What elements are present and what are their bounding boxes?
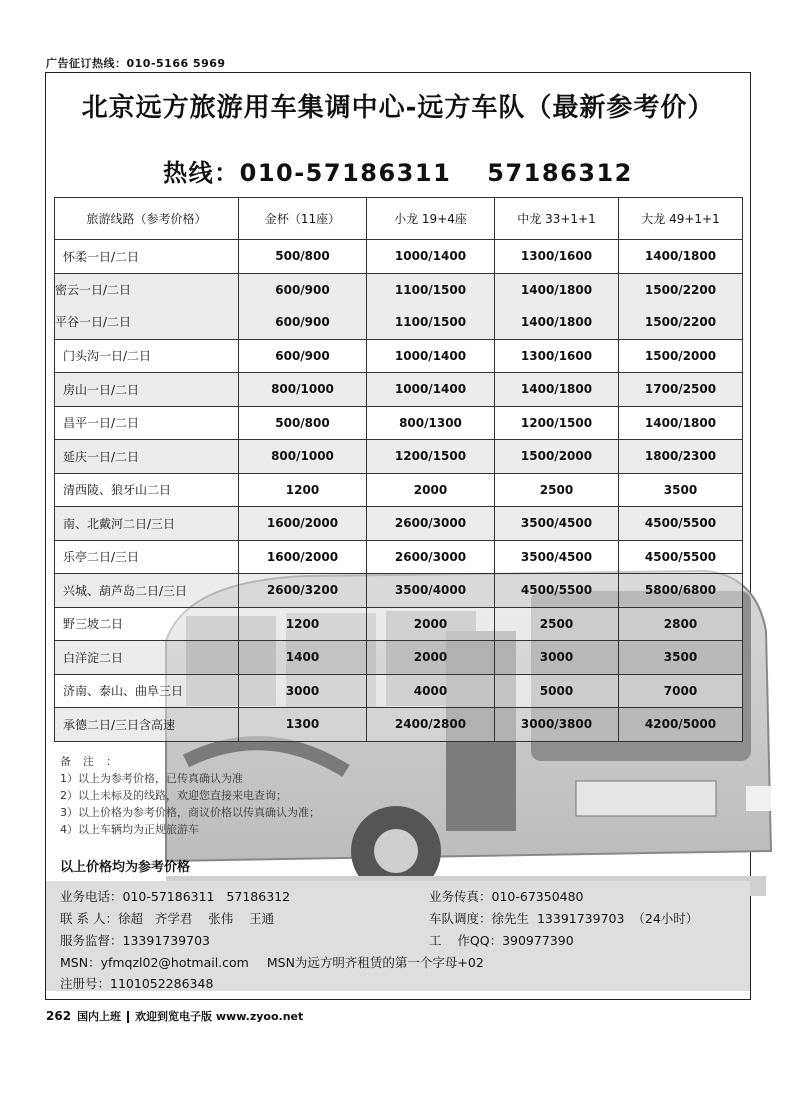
table-row xyxy=(55,339,743,373)
price-line: 600/900 xyxy=(275,315,330,329)
msn-note: MSN为远方明齐租赁的第一个字母+02 xyxy=(266,955,484,970)
price-cell: 1000/1400 xyxy=(367,240,495,274)
fax-value: 010-67350480 xyxy=(491,889,584,904)
price-cell: 1300/1600 xyxy=(495,339,619,373)
table-row xyxy=(55,507,743,541)
price-cell xyxy=(495,273,619,339)
price-cell: 2500 xyxy=(495,473,619,507)
price-cell: 4200/5000 xyxy=(619,708,743,742)
msn-label: MSN： xyxy=(60,955,101,970)
table-row xyxy=(55,406,743,440)
price-cell: 1200/1500 xyxy=(367,440,495,474)
msn-value: yfmqzl02@hotmail.com xyxy=(100,955,249,970)
contact-names: 徐超 齐学君 张伟 王通 xyxy=(117,911,275,926)
price-cell: 1400/1800 xyxy=(619,406,743,440)
price-cell: 2400/2800 xyxy=(367,708,495,742)
price-cell: 3500/4500 xyxy=(495,540,619,574)
price-cell: 5800/6800 xyxy=(619,574,743,608)
route-cell: 白洋淀二日 xyxy=(55,641,239,675)
notes-title: 备注： xyxy=(60,755,129,768)
route-cell: 延庆一日/二日 xyxy=(55,440,239,474)
price-sheet xyxy=(45,72,751,1000)
page-title: 北京远方旅游用车集调中心-远方车队（最新参考价） xyxy=(81,93,715,123)
route-cell: 南、北戴河二日/三日 xyxy=(55,507,239,541)
hotline-number-1: 010-57186311 xyxy=(239,159,452,187)
table-row xyxy=(55,641,743,675)
price-cell: 1500/2000 xyxy=(495,440,619,474)
note-item: 2）以上未标及的线路，欢迎您直接来电查询； xyxy=(60,789,287,802)
header-xiaolong: 小龙 19+4座 xyxy=(367,198,495,240)
price-line: 1100/1500 xyxy=(394,315,467,329)
msn xyxy=(60,953,484,971)
table-row xyxy=(55,540,743,574)
table-row xyxy=(55,240,743,274)
route-line: 密云一日/二日 xyxy=(55,283,132,297)
route-cell: 昌平一日/二日 xyxy=(55,406,239,440)
route-cell: 怀柔一日/二日 xyxy=(55,240,239,274)
table-row xyxy=(55,708,743,742)
table-row xyxy=(55,273,743,339)
header-zhonglong: 中龙 33+1+1 xyxy=(495,198,619,240)
price-cell: 1400/1800 xyxy=(619,240,743,274)
price-line: 1500/2200 xyxy=(644,283,717,297)
header-jinbei: 金杯（11座） xyxy=(239,198,367,240)
header-route: 旅游线路（参考价格） xyxy=(55,198,239,240)
price-line: 1400/1800 xyxy=(520,315,593,329)
price-cell: 500/800 xyxy=(239,240,367,274)
price-cell: 1800/2300 xyxy=(619,440,743,474)
hotline-number-2: 57186312 xyxy=(487,159,633,187)
footer-separator xyxy=(127,1011,129,1023)
price-cell: 1400 xyxy=(239,641,367,675)
price-cell: 3000 xyxy=(239,674,367,708)
ad-hotline: 广告征订热线：010-5166 5969 xyxy=(46,57,226,70)
note-item: 4）以上车辆均为正规旅游车 xyxy=(60,823,199,836)
route-line: 平谷一日/二日 xyxy=(55,315,132,329)
dispatch-value: 徐先生 13391739703 （24小时） xyxy=(491,911,699,926)
price-line: 1400/1800 xyxy=(520,283,593,297)
price-cell: 3500 xyxy=(619,473,743,507)
reg-label: 注册号： xyxy=(60,976,111,991)
price-cell: 1200/1500 xyxy=(495,406,619,440)
price-cell: 2800 xyxy=(619,607,743,641)
price-cell: 2600/3000 xyxy=(367,540,495,574)
header-dalong: 大龙 49+1+1 xyxy=(619,198,743,240)
footer-section: 国内上班 xyxy=(77,1010,122,1023)
price-cell xyxy=(367,273,495,339)
price-summary: 以上价格均为参考价格 xyxy=(60,860,191,875)
page-footer xyxy=(46,1008,303,1024)
table-row xyxy=(55,574,743,608)
price-cell: 2500 xyxy=(495,607,619,641)
table-row xyxy=(55,674,743,708)
price-cell: 3500/4500 xyxy=(495,507,619,541)
biz-phone-label: 业务电话： xyxy=(60,889,123,904)
price-cell: 1600/2000 xyxy=(239,507,367,541)
route-cell: 兴城、葫芦岛二日/三日 xyxy=(55,574,239,608)
price-cell: 3000/3800 xyxy=(495,708,619,742)
route-cell xyxy=(55,273,239,339)
price-cell: 1400/1800 xyxy=(495,373,619,407)
route-cell: 房山一日/二日 xyxy=(55,373,239,407)
price-cell: 4500/5500 xyxy=(495,574,619,608)
price-cell: 3500 xyxy=(619,641,743,675)
table-row xyxy=(55,440,743,474)
price-cell: 2000 xyxy=(367,641,495,675)
footer-tagline: 欢迎到览电子版 www.zyoo.net xyxy=(135,1010,304,1023)
dispatch xyxy=(429,909,698,927)
contact-block xyxy=(46,881,750,991)
price-cell: 4500/5500 xyxy=(619,540,743,574)
price-table xyxy=(54,197,743,742)
price-cell: 3500/4000 xyxy=(367,574,495,608)
route-cell: 承德二日/三日含高速 xyxy=(55,708,239,742)
price-cell: 3000 xyxy=(495,641,619,675)
price-cell: 5000 xyxy=(495,674,619,708)
price-cell: 500/800 xyxy=(239,406,367,440)
fax xyxy=(429,887,584,905)
price-cell: 2000 xyxy=(367,607,495,641)
price-cell: 2000 xyxy=(367,473,495,507)
price-cell: 1300 xyxy=(239,708,367,742)
price-cell: 800/1000 xyxy=(239,440,367,474)
registration xyxy=(60,974,213,992)
price-cell: 1300/1600 xyxy=(495,240,619,274)
price-cell: 1600/2000 xyxy=(239,540,367,574)
price-cell: 4500/5500 xyxy=(619,507,743,541)
price-cell: 800/1000 xyxy=(239,373,367,407)
price-line: 1500/2200 xyxy=(644,315,717,329)
price-cell: 1700/2500 xyxy=(619,373,743,407)
route-cell: 门头沟一日/二日 xyxy=(55,339,239,373)
route-cell: 乐亭二日/三日 xyxy=(55,540,239,574)
price-cell: 1200 xyxy=(239,473,367,507)
note-item: 3）以上价格为参考价格，商议价格以传真确认为准； xyxy=(60,806,320,819)
table-row xyxy=(55,473,743,507)
supervision-label: 服务监督： xyxy=(60,933,123,948)
price-cell: 1000/1400 xyxy=(367,339,495,373)
route-cell: 济南、泰山、曲阜三日 xyxy=(55,674,239,708)
contact-label: 联 系 人： xyxy=(60,911,118,926)
notes xyxy=(60,753,320,838)
biz-phone xyxy=(60,887,290,905)
price-cell: 2600/3200 xyxy=(239,574,367,608)
supervision-value: 13391739703 xyxy=(122,933,210,948)
price-cell: 1200 xyxy=(239,607,367,641)
price-cell: 600/900 xyxy=(239,339,367,373)
biz-phone-value: 010-57186311 57186312 xyxy=(122,889,291,904)
price-cell: 1500/2000 xyxy=(619,339,743,373)
price-line: 1100/1500 xyxy=(394,283,467,297)
qq-label: 工 作QQ： xyxy=(429,933,503,948)
price-line: 600/900 xyxy=(275,283,330,297)
price-cell: 1000/1400 xyxy=(367,373,495,407)
dispatch-label: 车队调度： xyxy=(429,911,492,926)
contact-persons xyxy=(60,909,274,927)
price-cell xyxy=(619,273,743,339)
route-cell: 清西陵、狼牙山二日 xyxy=(55,473,239,507)
fax-label: 业务传真： xyxy=(429,889,492,904)
price-cell: 4000 xyxy=(367,674,495,708)
supervision xyxy=(60,931,210,949)
table-header-row xyxy=(55,198,743,240)
table-row xyxy=(55,373,743,407)
route-cell: 野三坡二日 xyxy=(55,607,239,641)
work-qq xyxy=(429,931,574,949)
reg-value: 1101052286348 xyxy=(110,976,214,991)
price-cell: 7000 xyxy=(619,674,743,708)
price-cell xyxy=(239,273,367,339)
hotline xyxy=(46,153,750,188)
price-cell: 800/1300 xyxy=(367,406,495,440)
page-number: 262 xyxy=(46,1009,72,1023)
price-cell: 2600/3000 xyxy=(367,507,495,541)
qq-value: 390977390 xyxy=(502,933,574,948)
hotline-label: 热线： xyxy=(163,159,240,187)
note-item: 1）以上为参考价格，已传真确认为准 xyxy=(60,772,243,785)
table-row xyxy=(55,607,743,641)
